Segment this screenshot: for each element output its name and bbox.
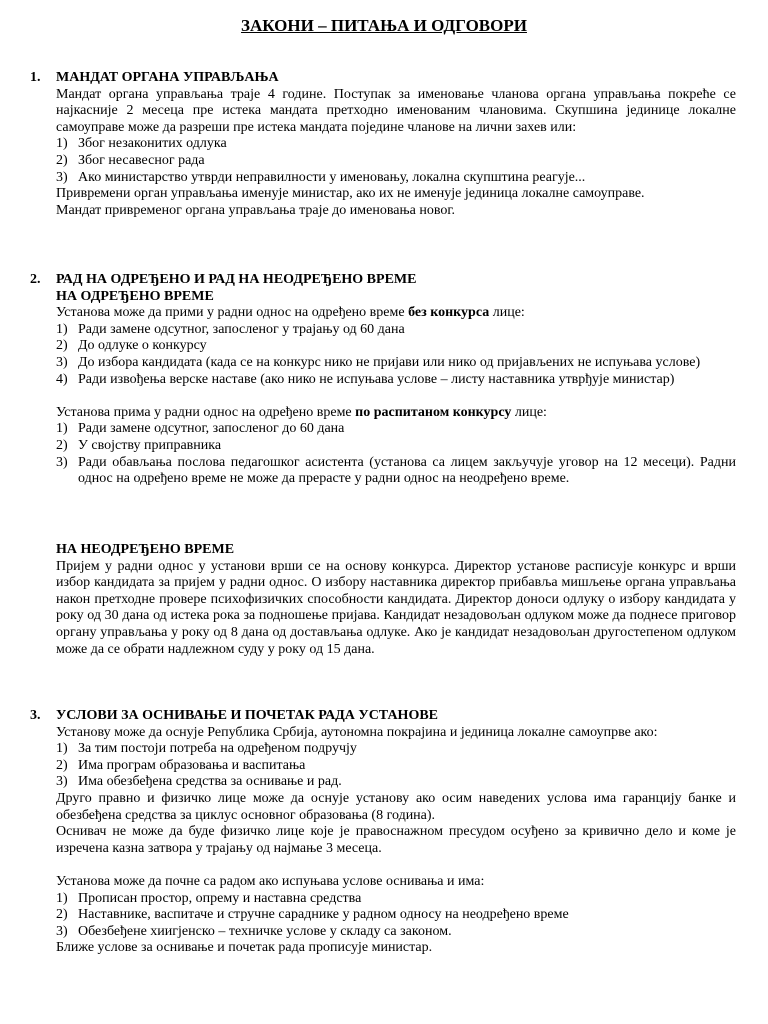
- paragraph: [56, 305, 736, 322]
- list-item: [56, 338, 736, 355]
- list-item-text: Ради обављања послова педагошког асистента (установа са лицем закључује уговор на 12 месеци). Радни однос на одређено време не може да прерасте у радни однос на неодређено време.: [78, 454, 736, 487]
- list-item-text: Ради извођења верске наставе (ако нико не испуњава услове – листу наставника утврђује министар): [78, 371, 675, 387]
- paragraph: Мандат привременог органа управљања траје до именовања новог.: [56, 202, 456, 218]
- numbered-list: [56, 741, 736, 791]
- list-item: [56, 455, 736, 488]
- list-item-text: Ради замене одсутног, запосленог до 60 дана: [78, 421, 345, 437]
- list-item: [56, 907, 736, 924]
- numbered-list: [56, 421, 736, 487]
- list-item: [56, 136, 736, 153]
- section-heading: УСЛОВИ ЗА ОСНИВАЊЕ И ПОЧЕТАК РАДА УСТАНОВЕ: [56, 708, 439, 723]
- section-mandate: [30, 70, 736, 219]
- list-marker: 3): [56, 354, 68, 370]
- list-marker: 1): [56, 890, 68, 906]
- list-item-text: До одлуке о конкурсу: [78, 338, 207, 354]
- list-marker: 2): [56, 338, 68, 354]
- list-item-text: Наставнике, васпитаче и стручне сараднике у радном односу на неодређено време: [78, 907, 569, 923]
- list-item: [56, 891, 736, 908]
- list-item-text: Прописан простор, опрему и наставна средства: [78, 890, 362, 906]
- section-founding: [30, 708, 736, 957]
- paragraph: [56, 405, 736, 422]
- list-item: [56, 774, 736, 791]
- list-item: [56, 741, 736, 758]
- paragraph: Пријем у радни однос у установи врши се на основу конкурса. Директор установе расписује конкурс и врши избор кандидата за пријем у радни однос. О избору наставника директор прибавља мишљење органа управљања након претходне провере психофизичких способности кандидата. Директор доноси одлуку о избору кандидата у року од 30 дана од истека рока за подношење пријава. Кандидат незадовољан одлуком може да поднесе приговор органу управљања у року од 8 дана од достављања одлуке. Ако је кандидат незадовољан другостепеном одлуком може да се обрати надлежном суду у року од 15 дана.: [56, 558, 736, 657]
- list-item-text: Ради замене одсутног, запосленог у трајању од 60 дана: [78, 321, 405, 337]
- list-item: [56, 153, 736, 170]
- paragraph: Установа може да почне са радом ако испуњава услове оснивања и има:: [56, 873, 485, 889]
- numbered-list: [56, 136, 736, 186]
- section-employment: [30, 272, 736, 488]
- list-marker: 3): [56, 169, 68, 185]
- list-item-text: Због несавесног рада: [78, 152, 205, 168]
- list-marker: 1): [56, 136, 68, 152]
- list-item: [56, 924, 736, 941]
- paragraph: Ближе услове за оснивање и почетак рада прописује министар.: [56, 940, 433, 956]
- paragraph: Оснивач не може да буде физичко лице које је правоснажном пресудом осуђено за кривично дело и коме је изречена казна затвора у трајању од најмање 3 месеца.: [56, 824, 736, 856]
- section-number: 1.: [30, 70, 41, 85]
- text-run: Установа може да прими у радни однос на одређено време: [56, 305, 409, 321]
- list-marker: 1): [56, 421, 68, 437]
- list-marker: 1): [56, 321, 68, 337]
- numbered-list: [56, 322, 736, 388]
- list-marker: 3): [56, 923, 68, 939]
- document-title: ЗАКОНИ – ПИТАЊА И ОДГОВОРИ: [241, 16, 527, 35]
- list-item: [56, 322, 736, 339]
- section-indefinite: [56, 542, 736, 658]
- section-heading: РАД НА ОДРЕЂЕНО И РАД НА НЕОДРЕЂЕНО ВРЕМЕ: [56, 272, 417, 287]
- list-marker: 2): [56, 437, 68, 453]
- list-item: [56, 355, 736, 372]
- list-marker: 2): [56, 152, 68, 168]
- paragraph: Установу може да оснује Република Србија, аутономна покрајина и јединица локалне самоупрве ако:: [56, 724, 658, 740]
- bold-text: без конкурса: [408, 305, 490, 321]
- list-item: [56, 438, 736, 455]
- list-marker: 4): [56, 371, 68, 387]
- section-number: 2.: [30, 272, 41, 287]
- list-marker: 2): [56, 757, 68, 773]
- list-marker: 3): [56, 454, 68, 470]
- text-run: лице:: [511, 404, 547, 420]
- list-item-text: У својству приправника: [78, 437, 222, 453]
- section-number: 3.: [30, 708, 41, 723]
- bold-text: по распитаном конкурсу: [355, 404, 512, 420]
- section-heading: МАНДАТ ОРГАНА УПРАВЉАЊА: [56, 70, 279, 85]
- paragraph: Мандат органа управљања траје 4 године. Поступак за именовање чланова органа управљања покреће се најкасније 2 месеца пре истека мандата претходно именованим члановима. Скупшина јединице локалне самоуправе може да разреши пре истека мандата поједине чланове на лични захев или:: [56, 86, 736, 135]
- list-marker: 1): [56, 741, 68, 757]
- list-item-text: До избора кандидата (када се на конкурс нико не пријави или нико од пријављених не испуњава услове): [78, 354, 701, 370]
- list-item-text: Има обезбеђена средства за оснивање и рад.: [78, 774, 342, 790]
- list-item-text: Због незаконитих одлука: [78, 136, 227, 152]
- list-item-text: Ако министарство утврди неправилности у именовању, локална скупштина реагује...: [78, 169, 586, 185]
- list-item: [56, 421, 736, 438]
- list-item: [56, 758, 736, 775]
- numbered-list: [56, 891, 736, 941]
- subheading: НА ОДРЕЂЕНО ВРЕМЕ: [56, 288, 214, 304]
- paragraph: Привремени орган управљања именује министар, ако их не именује јединица локалне самоуправе.: [56, 186, 645, 202]
- paragraph: Друго правно и физичко лице може да оснује установу ако осим наведених услова има гаранцију банке и обезбеђена средства за циклус основног образовања (8 година).: [56, 790, 736, 823]
- list-item-text: Обезбеђене хиигјенско – техничке услове у складу са законом.: [78, 923, 452, 939]
- list-item: [56, 372, 736, 389]
- list-item: [56, 170, 736, 187]
- list-marker: 3): [56, 774, 68, 790]
- list-item-text: За тим постоји потреба на одређеном подручју: [78, 741, 357, 757]
- text-run: лице:: [489, 305, 525, 321]
- list-marker: 2): [56, 907, 68, 923]
- list-item-text: Има програм образовања и васпитања: [78, 757, 306, 773]
- text-run: Установа прима у радни однос на одређено време: [56, 404, 356, 420]
- subheading: НА НЕОДРЕЂЕНО ВРЕМЕ: [56, 542, 235, 557]
